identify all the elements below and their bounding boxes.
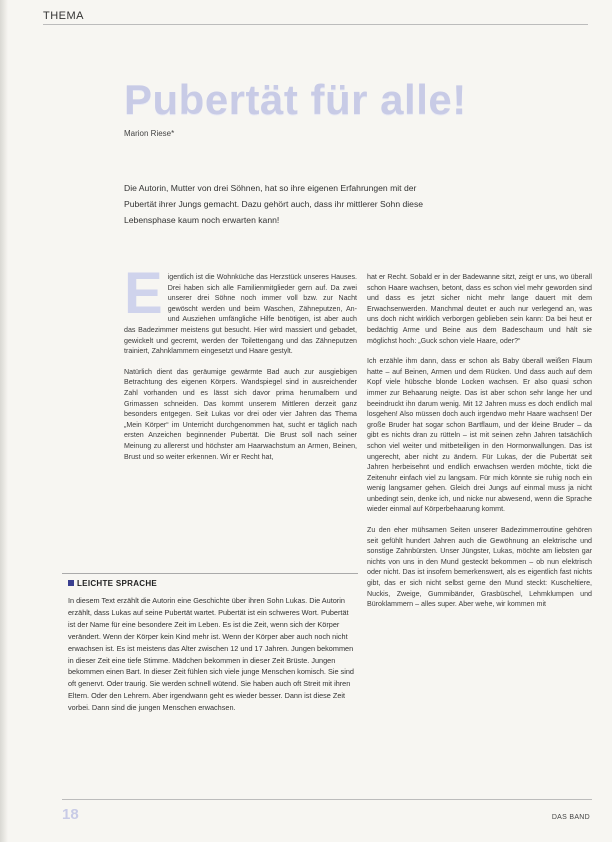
footer-rule	[62, 799, 592, 800]
right-paragraph-3: Zu den eher mühsamen Seiten unserer Badezimmerroutine gehören seit gefühlt hundert Jahren auch die Gewöhnung an elektrische und sonstige Zahnbürsten. Unser Jüngster, Lukas, möchte am liebsten gar nichts von uns in den Mund gesteckt bekommen – ob nun elektrisch oder nicht. Das ist insofern bemerkenswert, als es eigentlich fast nichts gibt, das er sich nicht selbst gerne den Mund steckt: Kuscheltiere, Nuckis, Zweige, Gummibänder, Grasbüschel, Lehmklumpen und Büroklammern – alles super. Aber wehe, wir kommen mit	[367, 526, 592, 609]
author-line: Marion Riese*	[124, 129, 175, 138]
easy-language-text: In diesem Text erzählt die Autorin eine Geschichte über ihren Sohn Lukas. Die Autorin erzählt, dass Lukas auf seine Pubertät wartet. Pubertät ist ein schweres Wort. Pubertät ist der Name für eine besondere Zeit im Leben. Es ist die Zeit, wenn sich der Körper verändert. Wenn der Körper kein Kind mehr ist. Wenn der Körper aber auch noch nicht erwachsen ist. Es ist meistens das Alter zwischen 12 und 17 Jahren. Jungen bekommen in dieser Zeit eine tiefe Stimme. Mädchen bekommen in dieser Zeit Brüste. Jungen bekommen einen Bart. In dieser Zeit fühlen sich viele junge Menschen komisch. Sie sind oft genervt. Oder traurig. Sie werden schnell wütend. Sie haben auch oft Streit mit ihren Eltern. Oder den Lehrern. Aber irgendwann geht es wieder besser. Dann ist diese Zeit vorbei. Dann sind die jungen Menschen erwachsen.	[68, 596, 354, 713]
right-column	[367, 272, 592, 620]
section-label: THEMA	[43, 10, 84, 22]
page-edge-shadow	[0, 0, 8, 842]
left-paragraph-2: Natürlich dient das geräumige gewärmte Bad auch zur ausgiebigen Betrachtung des eigenen Körpers. Wandspiegel sind in ausreichender Zahl vorhanden und es lässt sich davor prima herumalbern und Grimassen schneiden. Das kommt unserem Mittleren derzeit ganz besonders entgegen. Seit Lukas vor drei oder vier Jahren das Thema „Mein Körper“ im Unterricht durchgenommen hat, sucht er täglich nach ersten Anzeichen beginnender Pubertät. Die Brust soll nach seiner Meinung zu allererst und höchster am Haarwachstum an Armen, Beinen, Brust und so weiter erkennen. Wir er Recht hat,	[124, 367, 357, 461]
lead-paragraph: Die Autorin, Mutter von drei Söhnen, hat so ihre eigenen Erfahrungen mit der Pubertät ihrer Jungs gemacht. Dazu gehört auch, dass ihr mittlerer Sohn diese Lebensphase kaum noch erwarten kann!	[124, 183, 424, 225]
right-paragraph-1: hat er Recht. Sobald er in der Badewanne sitzt, zeigt er uns, wo überall schon Haare wachsen, betont, dass es schon viel mehr geworden sind und dass es jetzt sicher nicht mehr lange dauert mit dem Erwachsenwerden. Manchmal deutet er auch nur verlegend an, was uns doch nicht wirklich verborgen geblieben sein kann: Da bei heut er bedächtig Arme und Beine aus dem Badeschaum und hält sie möglichst hoch: „Guck schon viele Haare, oder?“	[367, 273, 592, 345]
header-rule	[43, 24, 588, 25]
page-number: 18	[62, 806, 79, 823]
left-paragraph-1	[124, 261, 357, 357]
right-paragraph-2: Ich erzähle ihm dann, dass er schon als Baby überall weißen Flaum hatte – auf Beinen, Armen und dem Rücken. Und dass auch auf dem Kopf viele hübsche blonde Locken wachsen. Er also quasi schon immer zur Behaarung neigte. Das ist aber schon sehr lange her und beeindruckt ihn darum wenig. Mit 12 Jahren muss es doch endlich mal losgehen! Also müssen doch auch irgendwo mehr Haare wachsen! Der große Bruder hat sogar schon Bartflaum, und der kleine Bruder – da gibt es nichts dran zu rütteln – ist mit seinen zehn Jahren tatsächlich schon viel weiter und mitbeteiligen in den Hormonwallungen. Das ist ungerecht, aber nicht zu ändern. Für Lukas, der die Pubertät seit Jahren herbeisehnt und endlich erwachsen werden möchte, tickt die Zeitenuhr einfach viel zu langsam. Für mich könnte sie ruhig noch ein wenig langsamer gehen. Gleich drei Jungs auf einmal muss ja nicht unbedingt sein, denke ich, und nicke nur abwesend, wenn die Sprache wieder einmal auf Körperbehaarung kommt.	[367, 357, 592, 514]
easy-language-heading-text: LEICHTE SPRACHE	[77, 579, 158, 588]
square-bullet-icon	[68, 580, 74, 586]
magazine-name: DAS BAND	[551, 814, 590, 821]
easy-language-heading	[68, 579, 157, 588]
easy-language-rule	[62, 573, 358, 574]
left-column	[124, 261, 357, 472]
easy-language-box	[62, 573, 358, 789]
left-paragraph-1-text: igentlich ist die Wohnküche das Herzstück unseres Hauses. Drei haben sich alle Familienmitglieder gern auf. Da zwei unserer drei Söhne noch immer voll bzw. zur Nacht gewöscht werden und beim Waschen, Zähneputzen, An- und Ausziehen umfängliche Hilfe benötigen, ist aber auch das Badezimmer meistens gut besucht. Hier wird massiert und gebadet, gewickelt und gecremt, werden der Toilettengang und das Zähneputzen trainiert, Zahnklammern eingesetzt und Haare gestylt.	[124, 273, 357, 356]
article-title: Pubertät für alle!	[124, 76, 467, 123]
drop-cap: E	[124, 261, 163, 326]
